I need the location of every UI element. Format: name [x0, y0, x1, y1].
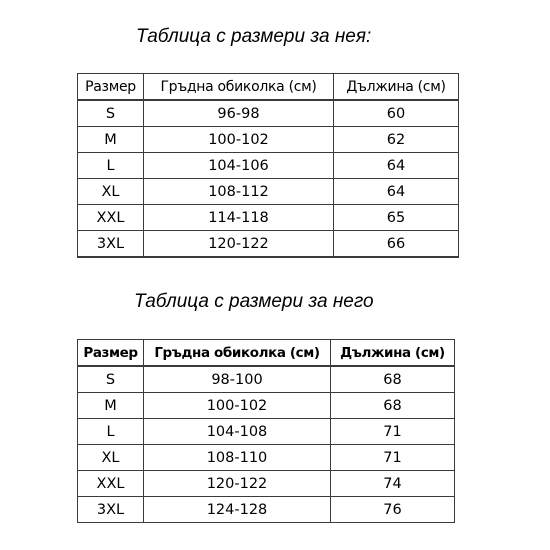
table-row: [78, 100, 459, 127]
cell-size: XXL: [78, 205, 144, 231]
cell-size: XXL: [78, 471, 144, 497]
column-header-length: Дължина (см): [334, 74, 459, 101]
column-header-size: Размер: [78, 340, 144, 367]
table-row: [78, 419, 455, 445]
column-header-length: Дължина (см): [331, 340, 455, 367]
size-table-her: [77, 73, 459, 258]
cell-length: 68: [331, 366, 455, 393]
cell-size: L: [78, 419, 144, 445]
size-table-him: [77, 339, 455, 523]
cell-chest: 108-112: [144, 179, 334, 205]
table-row: [78, 366, 455, 393]
table-row: [78, 471, 455, 497]
table-row: [78, 127, 459, 153]
cell-length: 74: [331, 471, 455, 497]
cell-size: M: [78, 393, 144, 419]
cell-chest: 120-122: [144, 231, 334, 258]
cell-chest: 114-118: [144, 205, 334, 231]
cell-chest: 104-108: [144, 419, 331, 445]
cell-chest: 124-128: [144, 497, 331, 523]
cell-chest: 98-100: [144, 366, 331, 393]
table-row: [78, 153, 459, 179]
cell-size: XL: [78, 445, 144, 471]
table-row: [78, 231, 459, 258]
table-row: [78, 445, 455, 471]
cell-chest: 108-110: [144, 445, 331, 471]
cell-chest: 96-98: [144, 100, 334, 127]
table-row: [78, 205, 459, 231]
cell-length: 64: [334, 153, 459, 179]
cell-length: 60: [334, 100, 459, 127]
table-header-row: [78, 340, 455, 367]
cell-length: 76: [331, 497, 455, 523]
cell-length: 68: [331, 393, 455, 419]
cell-size: 3XL: [78, 231, 144, 258]
table-row: [78, 497, 455, 523]
table-header-row: [78, 74, 459, 101]
cell-length: 71: [331, 445, 455, 471]
size-table-her-title: Таблица с размери за нея:: [136, 26, 372, 47]
cell-size: S: [78, 100, 144, 127]
cell-length: 65: [334, 205, 459, 231]
cell-size: XL: [78, 179, 144, 205]
cell-chest: 104-106: [144, 153, 334, 179]
cell-length: 62: [334, 127, 459, 153]
column-header-chest: Гръдна обиколка (см): [144, 74, 334, 101]
cell-length: 64: [334, 179, 459, 205]
table-row: [78, 393, 455, 419]
table-row: [78, 179, 459, 205]
cell-chest: 100-102: [144, 393, 331, 419]
cell-size: S: [78, 366, 144, 393]
column-header-chest: Гръдна обиколка (см): [144, 340, 331, 367]
size-table-him-title: Таблица с размери за него: [134, 291, 374, 312]
column-header-size: Размер: [78, 74, 144, 101]
cell-length: 71: [331, 419, 455, 445]
cell-size: 3XL: [78, 497, 144, 523]
cell-length: 66: [334, 231, 459, 258]
cell-size: M: [78, 127, 144, 153]
cell-chest: 120-122: [144, 471, 331, 497]
cell-chest: 100-102: [144, 127, 334, 153]
cell-size: L: [78, 153, 144, 179]
